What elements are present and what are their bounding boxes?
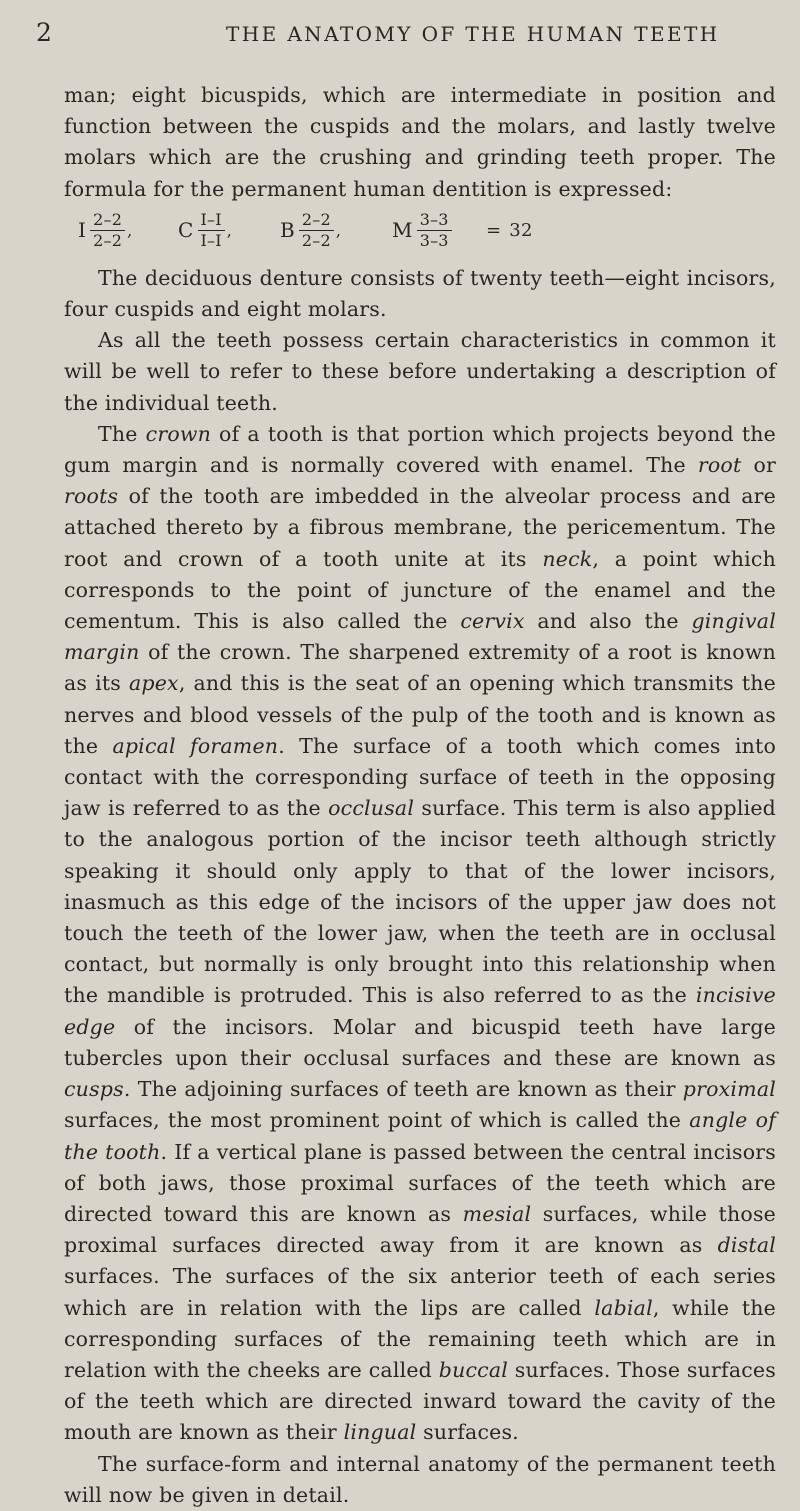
body-text [64, 80, 776, 1511]
paragraph-dentition-intro: man; eight bicuspids, which are intermediate in position and function between the cuspids and the molars, and lastly twelve molars which are the crushing and grinding teeth proper. The formula for the permanent human dentition is expressed: [64, 83, 776, 201]
paragraph-tooth-terms: The crown of a tooth is that portion which projects beyond the gum margin and is normally covered with enamel. The root or roots of the tooth are imbedded in the alveolar process and are attached thereto by a fibrous membrane, the pericementum. The root and crown of a tooth unite at its neck, a point which corresponds to the point of juncture of the enamel and the cementum. This is also called the cervix and also the gingival margin of the crown. The sharpened extremity of a root is known as its apex, and this is the seat of an opening which transmits the nerves and blood vessels of the pulp of the tooth and is known as the apical foramen. The surface of a tooth which comes into contact with the corresponding surface of teeth in the opposing jaw is referred to as the occlusal surface. This term is also applied to the analogous portion of the incisor teeth although strictly speaking it should only apply to that of the lower incisors, inasmuch as this edge of the incisors of the upper jaw does not touch the teeth of the lower jaw, when the teeth are in occlusal contact, but normally is only brought into this relationship when the mandible is protruded. This is also referred to as the incisive edge of the incisors. Molar and bicuspid teeth have large tubercles upon their occlusal surfaces and these are known as cusps. The adjoining surfaces of teeth are known as their proximal surfaces, the most prominent point of which is called the angle of the tooth. If a vertical plane is passed between the central incisors of both jaws, those proximal surfaces of the teeth which are directed toward this are known as mesial surfaces, while those proximal surfaces directed away from it are known as distal surfaces. The surfaces of the six anterior teeth of each series which are in relation with the lips are called labial, while the corresponding surfaces of the remaining teeth which are in relation with the cheeks are called buccal surfaces. Those surfaces of the teeth which are directed inward toward the cavity of the mouth are known as their lingual surfaces. [64, 421, 777, 1445]
formula-term-molars: M $\frac{3-3}{3-3}$ [392, 205, 452, 257]
formula-term-cuspids: C $\frac{I-I}{I-I}$ , [178, 210, 233, 251]
paragraph-characteristics: As all the teeth possess certain characteristics in common it will be well to refer to these before undertaking a description of the individual teeth. [64, 328, 776, 415]
formula-term-bicuspids: B $\frac{2-2}{2-2}$ , [280, 210, 342, 251]
dental-formula [64, 205, 776, 263]
formula-total: = 32 [486, 220, 533, 242]
page-number: 2 [36, 18, 52, 47]
page-header [0, 10, 800, 47]
running-head: THE ANATOMY OF THE HUMAN TEETH [226, 22, 720, 46]
formula-term-incisors: I $\frac{2-2}{2-2}$ , [78, 210, 133, 251]
paragraph-conclusion: The surface-form and internal anatomy of the permanent teeth will now be given in detail. [64, 1451, 776, 1507]
paragraph-deciduous: The deciduous denture consists of twenty teeth—eight incisors, four cuspids and eight molars. [64, 265, 776, 322]
